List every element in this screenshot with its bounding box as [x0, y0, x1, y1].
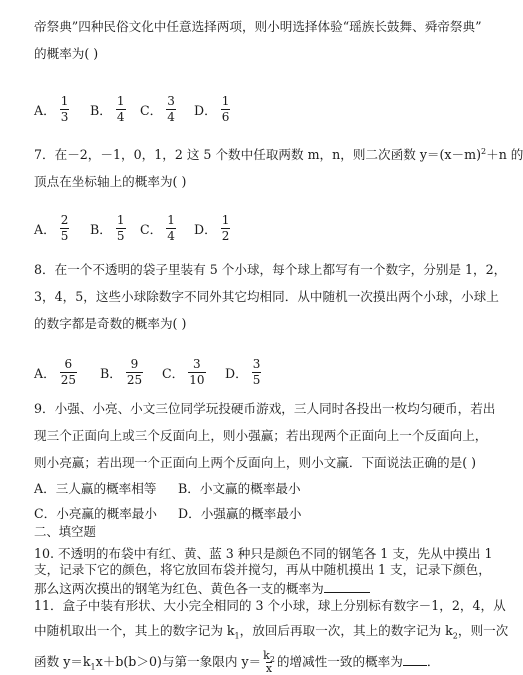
q10-line2: 支，记录下它的颜色，将它放回布袋并搅匀，再从中随机摸出 1 支，记录下颜色， [34, 562, 491, 577]
q8-line1: 8．在一个不透明的袋子里装有 5 个小球，每个球上都写有一个数字，分别是 1，2， [34, 262, 507, 277]
fraction: $\frac{2}{5}$ [60, 213, 69, 243]
q6-option-b[interactable] [90, 95, 140, 124]
option-label: D． [194, 103, 217, 118]
q6-option-c[interactable] [140, 95, 194, 124]
q9-line2: 现三个正面向上或三个反面向上，则小强赢；若出现两个正面向上一个反面向上， [34, 428, 488, 443]
fraction: $\frac{6}{25}$ [60, 357, 76, 387]
q9-option-c[interactable]: C．小亮赢的概率最小 [34, 506, 157, 521]
q9-option-row2 [34, 506, 301, 522]
q6-options [34, 95, 230, 124]
option-label: D． [225, 366, 248, 381]
q9-option-d[interactable]: D．小强赢的概率最小 [178, 506, 302, 521]
q8-line3: 的数字都是奇数的概率为( ) [34, 316, 187, 331]
option-label: B． [100, 366, 122, 381]
q11-line3: 函数 $y=k_1x+b(b>0)$与第一象限内 y＝ $\frac{k_2}{x}$ 的增减性一致的概率为 ． [34, 649, 440, 675]
fraction: $\frac{3}{10}$ [189, 357, 205, 387]
q11-line1: 11．盒子中装有形状、大小完全相同的 3 个小球，球上分别标有数字－1，2，4，从 [34, 598, 506, 613]
fraction: $\frac{1}{4}$ [116, 94, 125, 124]
q7-options [34, 214, 230, 243]
fraction: $\frac{1}{6}$ [221, 94, 230, 124]
fraction: $\frac{1}{4}$ [167, 213, 175, 243]
option-label: A． [34, 103, 56, 118]
q9-option-row1 [34, 481, 301, 497]
q7-option-d[interactable] [194, 214, 230, 243]
q10-line1: 10. 不透明的布袋中有红、黄、蓝 3 种只是颜色不同的钢笔各 1 支，先从中摸出 1 [34, 546, 493, 561]
q6-line2: 的概率为( ) [34, 46, 99, 61]
q8-line2: 3，4，5，这些小球除数字不同外其它均相同．从中随机一次摸出两个小球，小球上 [34, 289, 499, 304]
q7-option-c[interactable] [140, 214, 194, 243]
q9-line3: 则小亮赢；若出现一个正面向上两个反面向上，则小文赢．下面说法正确的是( ) [34, 455, 477, 470]
q11-line2: 中随机取出一个，其上的数字记为 $k_1$，放回后再取一次，其上的数字记为 $k_2$，则一次 [34, 623, 509, 641]
option-label: B． [90, 103, 112, 118]
answer-blank[interactable] [403, 653, 427, 666]
section-heading: 二、填空题 [34, 524, 96, 539]
q8-option-a[interactable] [34, 358, 100, 387]
fraction: $\frac{k_2}{x}$ [263, 649, 275, 675]
option-label: A． [34, 366, 56, 381]
q6-line1: 帝祭典”四种民俗文化中任意选择两项，则小明选择体验“瑶族长鼓舞、舜帝祭典” [34, 19, 482, 34]
fraction: $\frac{9}{25}$ [126, 357, 143, 387]
q7-option-b[interactable] [90, 214, 140, 243]
q9-option-b[interactable]: B．小文赢的概率最小 [178, 481, 301, 496]
q9-option-a[interactable]: A．三人赢的概率相等 [34, 481, 157, 496]
option-label: C． [140, 103, 163, 118]
q7-line1: 7．在－2，－1，0，1，2 这 5 个数中任取两数 m，n，则二次函数 $y=(x-m)^2+n$ 的 [34, 146, 523, 162]
fraction: $\frac{1}{2}$ [221, 213, 230, 243]
answer-blank[interactable] [324, 580, 370, 593]
fraction: $\frac{3}{4}$ [167, 94, 175, 124]
option-label: D． [194, 222, 217, 237]
option-label: B． [90, 222, 112, 237]
fraction: $\frac{3}{5}$ [252, 357, 261, 387]
fraction: $\frac{1}{3}$ [60, 94, 69, 124]
q8-option-d[interactable] [225, 358, 261, 387]
q7-option-a[interactable] [34, 214, 90, 243]
fraction: $\frac{1}{5}$ [116, 213, 125, 243]
q8-option-c[interactable] [162, 358, 225, 387]
q8-option-b[interactable] [100, 358, 162, 387]
q6-option-a[interactable] [34, 95, 90, 124]
option-label: C． [140, 222, 163, 237]
q8-options [34, 358, 261, 387]
option-label: C． [162, 366, 185, 381]
q6-option-d[interactable] [194, 95, 230, 124]
q7-line2: 顶点在坐标轴上的概率为( ) [34, 174, 187, 189]
option-label: A． [34, 222, 56, 237]
q10-line3: 那么这两次摸出的钢笔为红色、黄色各一支的概率为 [34, 580, 370, 597]
q9-line1: 9．小强、小亮、小文三位同学玩投硬币游戏，三人同时各投出一枚均匀硬币，若出 [34, 401, 496, 416]
